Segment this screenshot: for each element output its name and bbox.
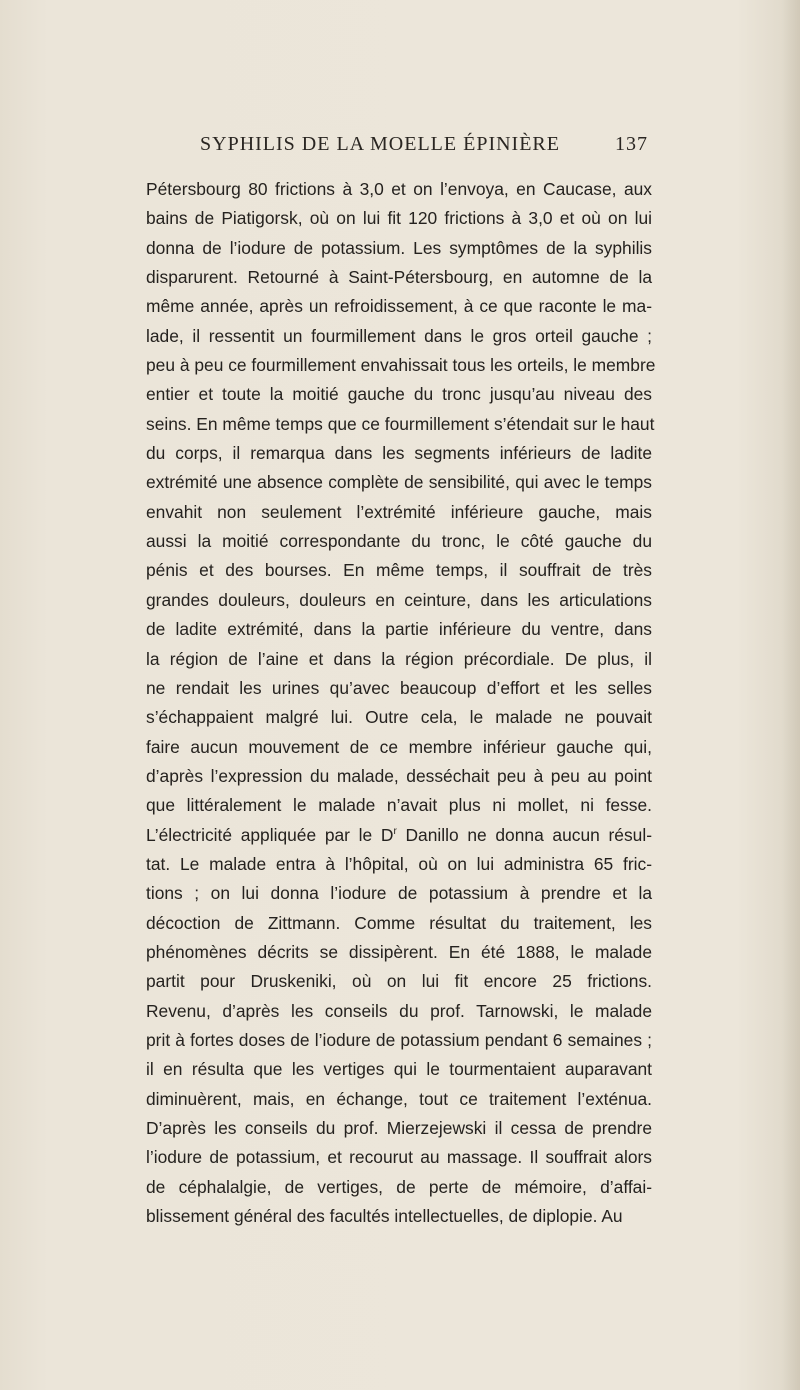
text-line: de ladite extrémité, dans la partie inférieure du ventre, dans: [146, 619, 652, 640]
text-line: blissement général des facultés intellectuelles, de diplopie. Au: [146, 1206, 623, 1227]
text-line: Pétersbourg 80 frictions à 3,0 et on l’envoya, en Caucase, aux: [146, 179, 652, 199]
text-line: Revenu, d’après les conseils du prof. Tarnowski, le malade: [146, 1000, 652, 1021]
text-line: extrémité une absence complète de sensibilité, qui avec le temps: [146, 472, 652, 493]
page-edge-shadow: [782, 0, 800, 1390]
text-line: entier et toute la moitié gauche du tronc jusqu’au niveau des: [146, 384, 652, 405]
text-line: même année, après un refroidissement, à ce que raconte le ma-: [146, 296, 652, 317]
text-line: donna de l’iodure de potassium. Les symptômes de la syphilis: [146, 237, 652, 258]
page-number: 137: [615, 133, 648, 155]
text-line: tions ; on lui donna l’iodure de potassium à prendre et la: [146, 883, 652, 904]
text-line: [146, 821, 652, 850]
text-line: diminuèrent, mais, en échange, tout ce traitement l’exténua.: [146, 1088, 652, 1109]
text-line: envahit non seulement l’extrémité inférieure gauche, mais: [146, 501, 652, 522]
text-line: bains de Piatigorsk, où on lui fit 120 frictions à 3,0 et où on lui: [146, 208, 652, 229]
text-line: disparurent. Retourné à Saint-Pétersbourg, en automne de la: [146, 267, 652, 288]
text-line: que littéralement le malade n’avait plus ni mollet, ni fesse.: [146, 795, 652, 816]
running-title: SYPHILIS DE LA MOELLE ÉPINIÈRE: [200, 133, 560, 155]
text-line: l’iodure de potassium, et recourut au massage. Il souffrait alors: [146, 1147, 652, 1168]
text-line: faire aucun mouvement de ce membre inférieur gauche qui,: [146, 736, 652, 757]
text-line: aussi la moitié correspondante du tronc, le côté gauche du: [146, 531, 652, 552]
superscript: r: [393, 825, 397, 837]
text-segment: Danillo ne donna aucun résul-: [396, 824, 652, 845]
running-header: [200, 133, 648, 163]
text-line: prit à fortes doses de l’iodure de potassium pendant 6 semaines ;: [146, 1029, 652, 1050]
text-line: pénis et des bourses. En même temps, il souffrait de très: [146, 560, 652, 581]
text-segment: L’électricité appliquée par le D: [146, 824, 394, 845]
text-line: grandes douleurs, douleurs en ceinture, dans les articulations: [146, 589, 652, 610]
body-text: [146, 175, 656, 1231]
text-line: du corps, il remarqua dans les segments inférieurs de ladite: [146, 443, 652, 464]
text-line: de céphalalgie, de vertiges, de perte de mémoire, d’affai-: [146, 1176, 652, 1197]
text-line: la région de l’aine et dans la région précordiale. De plus, il: [146, 648, 652, 669]
text-line: peu à peu ce fourmillement envahissait tous les orteils, le membre: [146, 355, 656, 376]
text-line: tat. Le malade entra à l’hôpital, où on lui administra 65 fric-: [146, 853, 652, 874]
text-line: d’après l’expression du malade, desséchait peu à peu au point: [146, 765, 652, 786]
text-line: seins. En même temps que ce fourmillement s’étendait sur le haut: [146, 413, 655, 434]
text-line: décoction de Zittmann. Comme résultat du traitement, les: [146, 912, 652, 933]
text-line: ne rendait les urines qu’avec beaucoup d’effort et les selles: [146, 677, 652, 698]
text-line: lade, il ressentit un fourmillement dans le gros orteil gauche ;: [146, 325, 652, 346]
text-line: phénomènes décrits se dissipèrent. En été 1888, le malade: [146, 941, 652, 962]
text-line: partit pour Druskeniki, où on lui fit encore 25 frictions.: [146, 971, 652, 992]
text-line: s’échappaient malgré lui. Outre cela, le malade ne pouvait: [146, 707, 652, 728]
text-line: il en résulta que les vertiges qui le tourmentaient auparavant: [146, 1059, 652, 1080]
text-line: D’après les conseils du prof. Mierzejewski il cessa de prendre: [146, 1118, 652, 1138]
